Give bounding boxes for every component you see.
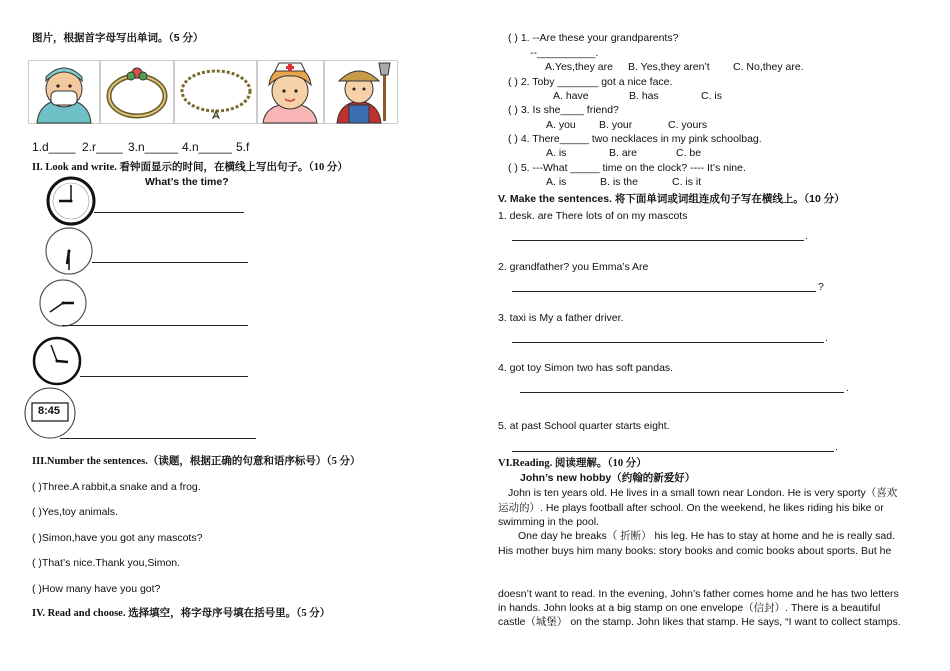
clock-icon-1 <box>46 176 96 226</box>
choice-1-option-c: C. No,they are. <box>733 61 804 73</box>
story-p3-line-3: castle（城堡） on the stamp. John likes that stamp. He says, “I want to collect stamps. <box>498 616 901 628</box>
choice-3-option-b: B. your <box>599 119 633 131</box>
sec5-item-2-end: ? <box>818 281 824 293</box>
story-p1-line-3: swimming in the pool. <box>498 516 599 528</box>
sec5-item-2-words: 2. grandfather? you Emma’s Are <box>498 261 649 273</box>
choice-4-option-b: B. are <box>609 147 638 159</box>
sec3-item-5: ( )How many have you got? <box>32 583 161 595</box>
sec1-title: 图片，根据首字母写出单词。（5 分） <box>32 32 204 44</box>
choice-5-question: ( ) 5. ---What _____ time on the clock? ---- It’s nine. <box>508 162 746 174</box>
story-p2-line-2: His mother buys him many books: story books and comic books about sports. But he <box>498 545 892 557</box>
sec3-item-2: ( )Yes,toy animals. <box>32 506 118 518</box>
choice-5-option-c: C. is it <box>672 176 702 188</box>
clock-icon-3 <box>38 278 88 328</box>
sec3-item-3: ( )Simon,have you got any mascots? <box>32 532 203 544</box>
sec5-item-1-words: 1. desk. are There lots of on my mascots <box>498 210 688 222</box>
choice-5-option-b: B. is the <box>600 176 638 188</box>
sec3-item-4: ( )That’s nice.Thank you,Simon. <box>32 557 181 569</box>
clock-icon-4 <box>32 336 82 386</box>
story-p3-line-2: in hands. John looks at a big stamp on one envelope（信封）. There is a beautiful <box>498 602 881 614</box>
necklace-icon <box>175 61 257 123</box>
sec2-answer-line-4[interactable] <box>80 376 248 377</box>
sec2-answer-line-2[interactable] <box>92 262 248 263</box>
sec5-title: V. Make the sentences. 将下面单词或词组连成句子写在横线上。（10 分） <box>498 193 845 205</box>
ring-picture <box>100 60 174 124</box>
sec2-answer-line-3[interactable] <box>62 325 248 326</box>
sec3-title: III.Number the sentences.（读题，根据正确的句意和语序标号）（5 分） <box>32 456 361 467</box>
choice-4-option-c: C. be <box>676 147 702 159</box>
sec2-question: What’s the time? <box>145 176 229 188</box>
choice-3-option-a: A. you <box>546 119 576 131</box>
sec2-answer-line-5[interactable] <box>60 438 256 439</box>
choice-3-option-c: C. yours <box>668 119 708 131</box>
sec3-item-1: ( )Three.A rabbit,a snake and a frog. <box>32 481 201 493</box>
sec5-answer-line-2[interactable] <box>512 291 816 292</box>
sec5-answer-line-1[interactable] <box>512 240 804 241</box>
sec5-item-4-end: . <box>846 382 849 394</box>
sec5-answer-line-5[interactable] <box>512 451 834 452</box>
sec5-answer-line-4[interactable] <box>520 392 844 393</box>
digital-clock-time: 8:45 <box>38 405 61 417</box>
story-p1-line-1: John is ten years old. He lives in a small town near London. He is very sporty（喜欢 <box>508 487 898 499</box>
choice-1-prompt: --__________. <box>530 47 599 59</box>
choice-1-option-b: B. Yes,they aren’t <box>628 61 710 73</box>
nurse-picture <box>256 60 324 124</box>
sec5-item-1-end: . <box>805 230 808 242</box>
story-p3-line-1: doesn’t want to read. In the evening, John’s father comes home and he has two letters <box>498 588 899 600</box>
sec5-answer-line-3[interactable] <box>512 342 824 343</box>
story-p2-line-1: One day he breaks（ 折断） his leg. He has to stay at home and he is really sad. <box>518 530 896 542</box>
sec2-answer-line-1[interactable] <box>94 212 244 213</box>
sec5-item-5-words: 5. at past School quarter starts eight. <box>498 420 670 432</box>
sec2-title: II. Look and write. 看钟面显示的时间，在横线上写出句子。（10 分） <box>32 162 348 173</box>
sec4-title: IV. Read and choose. 选择填空，将字母序号填在括号里。（5 分） <box>32 608 331 619</box>
story-p1-line-2: 运动的）. He plays football after school. On the weekend, he likes riding his bike or <box>498 502 884 514</box>
sec1-answer-1: 1.d____ <box>32 140 76 154</box>
farmer-icon <box>325 61 397 123</box>
sec5-item-3-end: . <box>825 332 828 344</box>
farmer-picture <box>324 60 398 124</box>
sec5-item-5-end: . <box>835 441 838 453</box>
sec5-item-4-words: 4. got toy Simon two has soft pandas. <box>498 362 674 374</box>
choice-2-option-c: C. is <box>701 90 722 102</box>
choice-4-option-a: A. is <box>546 147 567 159</box>
sec5-item-3-words: 3. taxi is My a father driver. <box>498 312 624 324</box>
necklace-picture <box>174 60 258 124</box>
sec6-title: VI.Reading. 阅读理解。（10 分） <box>498 458 647 469</box>
nurse-icon <box>257 61 323 123</box>
choice-1-option-a: A.Yes,they are <box>545 61 613 73</box>
choice-1-question: ( ) 1. --Are these your grandparents? <box>508 32 679 44</box>
sec1-answer-3: 3.n_____ <box>128 140 179 154</box>
doctor-icon <box>29 61 99 123</box>
choice-5-option-a: A. is <box>546 176 567 188</box>
choice-4-question: ( ) 4. There_____ two necklaces in my pink schoolbag. <box>508 133 762 145</box>
sec1-answer-2: 2.r____ <box>82 140 123 154</box>
choice-2-question: ( ) 2. Toby _______ got a nice face. <box>508 76 673 88</box>
doctor-picture <box>28 60 100 124</box>
clock-icon-2 <box>44 226 94 276</box>
choice-2-option-b: B. has <box>629 90 659 102</box>
ring-icon <box>101 61 173 123</box>
choice-2-option-a: A. have <box>553 90 589 102</box>
sec1-answer-4: 4.n_____ <box>182 140 233 154</box>
story-title: John’s new hobby（约翰的新爱好） <box>520 472 696 484</box>
sec1-answer-5: 5.f <box>236 140 250 154</box>
choice-3-question: ( ) 3. Is she____ friend? <box>508 104 619 116</box>
